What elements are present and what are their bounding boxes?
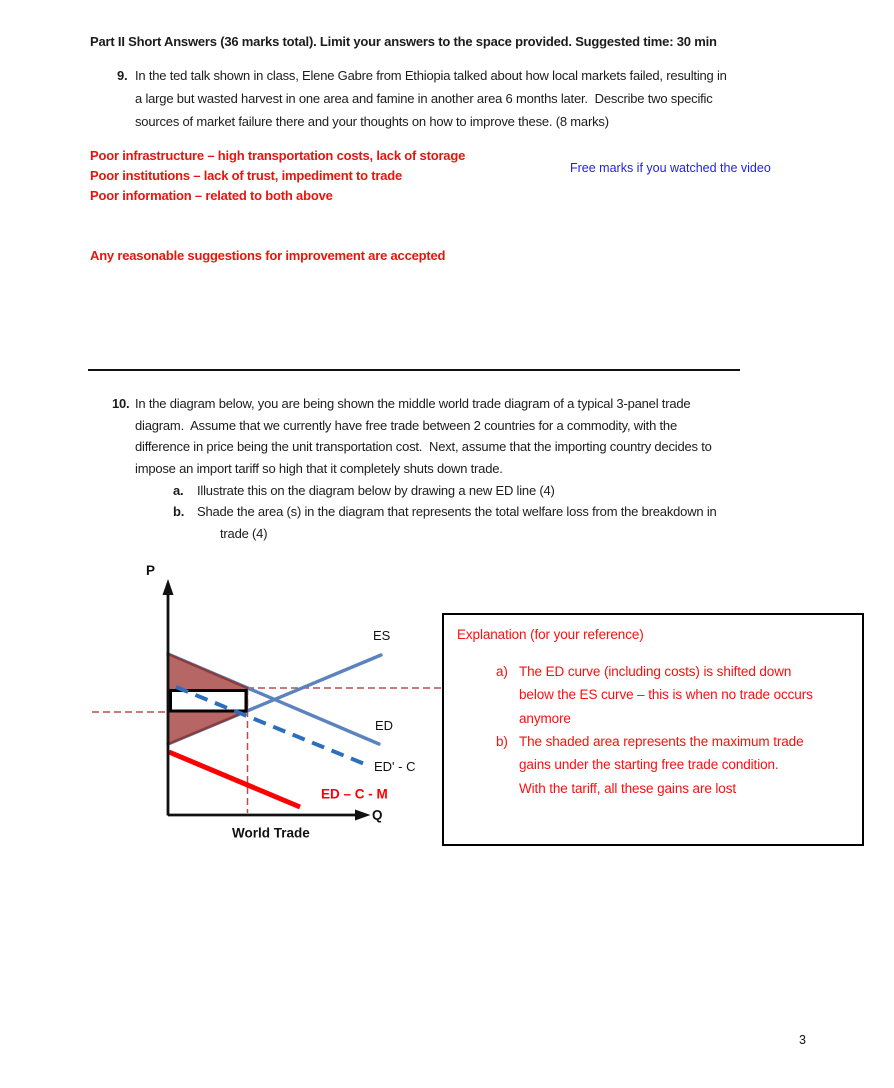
quantity-axis-arrow-icon: [355, 810, 371, 821]
explanation-a-line-1: The ED curve (including costs) is shifted down: [519, 664, 792, 679]
explanation-item-b: [519, 730, 804, 800]
q9-answer-red: [90, 146, 465, 206]
ed-c-m-curve-label: ED – C - M: [321, 786, 388, 802]
x-axis-caption: World Trade: [232, 825, 310, 841]
q9-line-2: a large but wasted harvest in one area and famine in another area 6 months later. Describe two specific: [135, 91, 713, 106]
q10b-marker: b.: [173, 504, 185, 519]
answer-rule-line: [88, 369, 740, 371]
q9-answer-line-3: Poor information – related to both above: [90, 188, 333, 203]
q9-answer-note: Any reasonable suggestions for improvement are accepted: [90, 248, 446, 263]
explanation-a-line-3: anymore: [519, 710, 571, 726]
explanation-a-line-2: below the ES curve – this is when no trade occurs: [519, 687, 813, 703]
q10a-marker: a.: [173, 483, 184, 498]
section-header: Part II Short Answers (36 marks total). Limit your answers to the space provided. Suggested time: 30 min: [90, 34, 717, 49]
ed-c-m-curve: [169, 752, 300, 807]
es-curve-label: ES: [373, 628, 391, 643]
q9-line-1: In the ted talk shown in class, Elene Gabre from Ethiopia talked about how local markets failed, resulting in: [135, 68, 727, 83]
explanation-box: [442, 613, 864, 846]
q10b-text-line-1: Shade the area (s) in the diagram that represents the total welfare loss from the breakdown in: [197, 504, 717, 519]
price-gap-rectangle: [171, 691, 247, 712]
explanation-item-a-marker: a): [496, 664, 508, 679]
q10a-text: Illustrate this on the diagram below by drawing a new ED line (4): [197, 483, 555, 498]
q9-line-3: sources of market failure there and your thoughts on how to improve these. (8 marks): [135, 114, 609, 129]
page-number: 3: [799, 1033, 806, 1047]
explanation-b-line-1: The shaded area represents the maximum trade: [519, 734, 804, 749]
q10-line-2: diagram. Assume that we currently have free trade between 2 countries for a commodity, with the: [135, 417, 677, 433]
explanation-item-b-marker: b): [496, 734, 508, 749]
ed-curve-label: ED: [375, 718, 394, 733]
q10b-text-line-2: trade (4): [220, 526, 268, 541]
explanation-title: Explanation (for your reference): [457, 627, 644, 642]
q9-answer-line-1: Poor infrastructure – high transportation costs, lack of storage: [90, 148, 466, 163]
q10-number: 10.: [112, 396, 130, 411]
p-axis-label: P: [146, 563, 156, 578]
q9-answer-line-2: Poor institutions – lack of trust, impediment to trade: [90, 168, 403, 183]
q10-line-4: impose an import tariff so high that it completely shuts down trade.: [135, 460, 503, 476]
q-axis-label: Q: [372, 807, 383, 823]
explanation-item-a: [519, 660, 813, 730]
q10-line-1: In the diagram below, you are being shown the middle world trade diagram of a typical 3-panel trade: [135, 396, 691, 411]
explanation-b-line-3: With the tariff, all these gains are lost: [519, 780, 737, 796]
q9-text: [135, 64, 727, 133]
q10-text: [135, 393, 712, 479]
ed-shifted-curve-label: ED' - C: [374, 759, 416, 774]
q9-number: 9.: [117, 68, 128, 83]
price-axis-arrow-icon: [163, 579, 174, 595]
grader-note: Free marks if you watched the video: [570, 161, 771, 175]
explanation-b-line-2: gains under the starting free trade condition.: [519, 757, 779, 773]
world-trade-diagram: [85, 555, 447, 855]
q10-line-3: difference in price being the unit transportation cost. Next, assume that the importing country decides to: [135, 439, 712, 454]
